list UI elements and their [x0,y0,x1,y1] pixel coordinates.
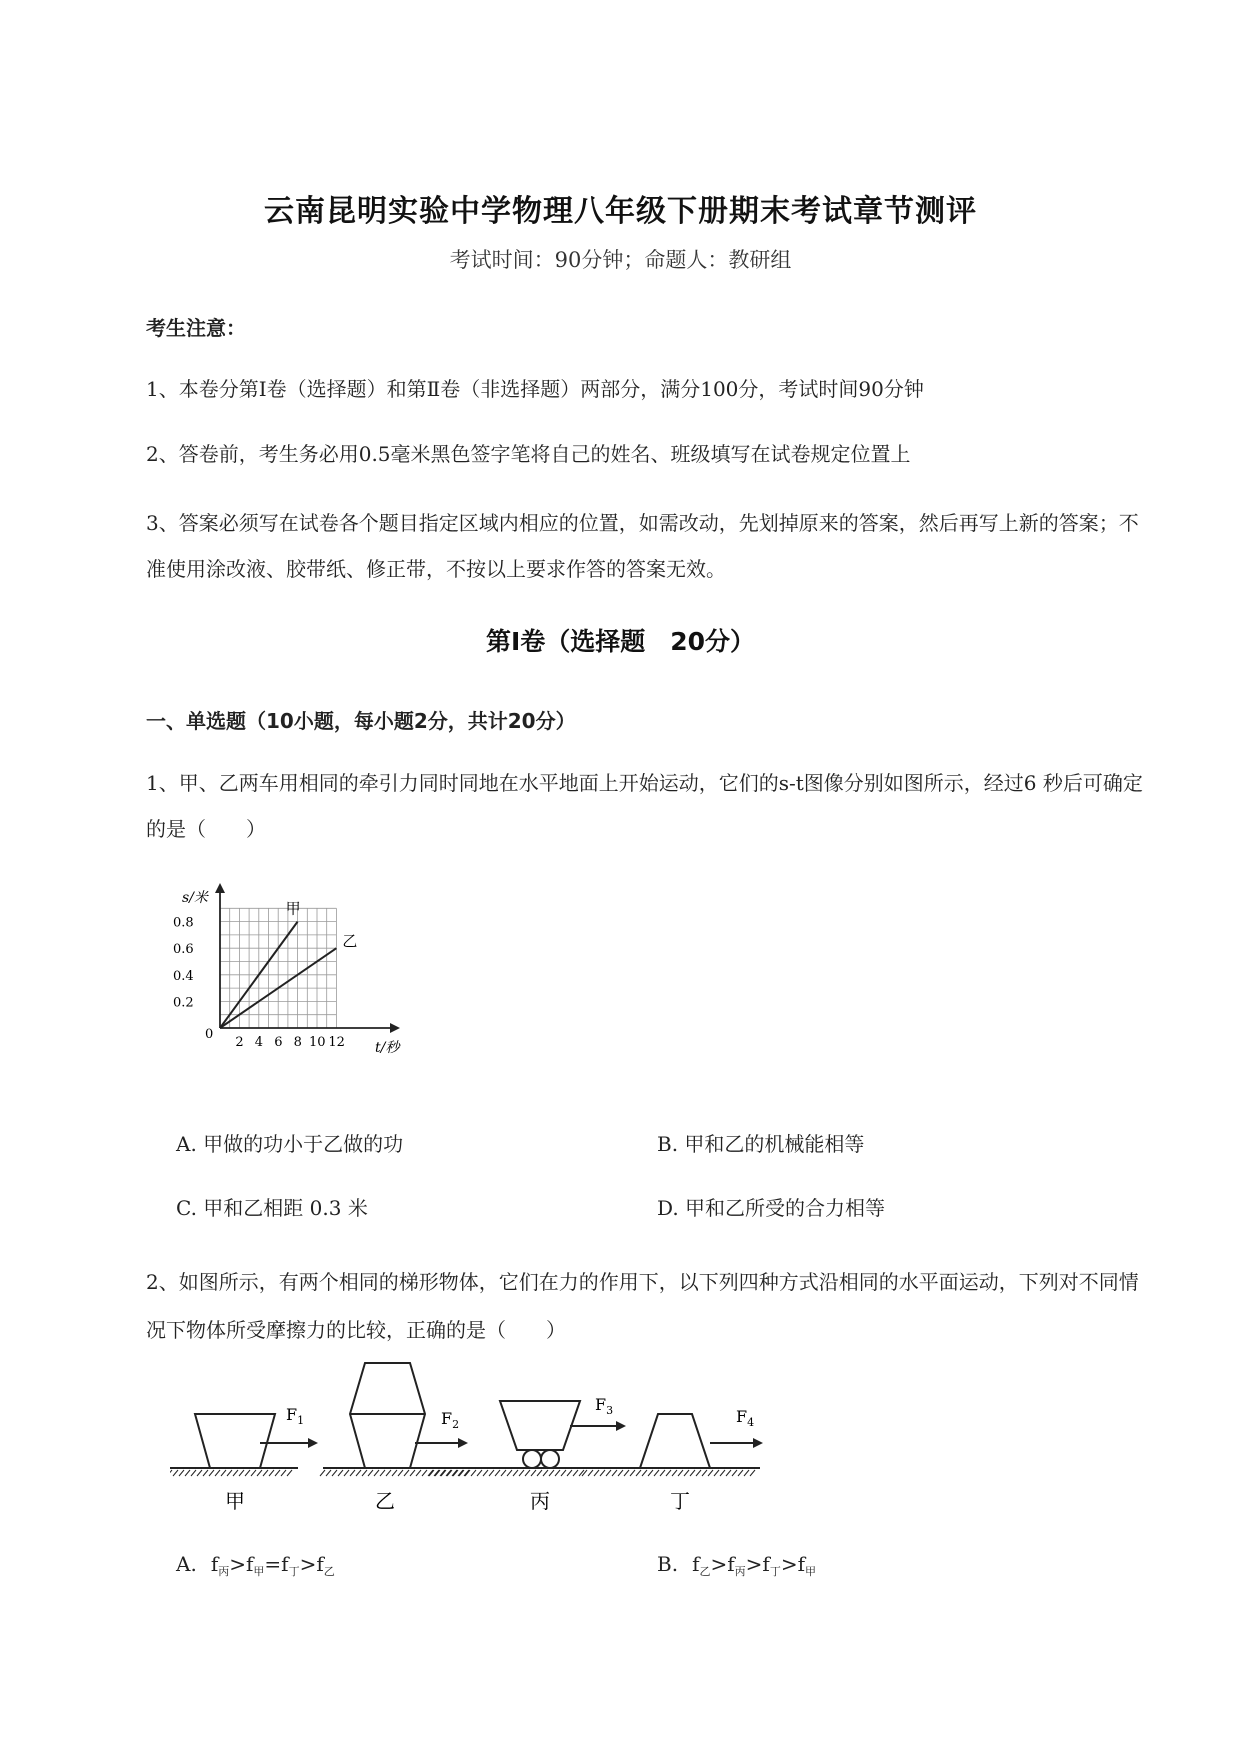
ground-hatch [435,1470,440,1476]
q2-option-b[interactable] [657,1552,816,1579]
y-tick-label: 0.6 [173,942,194,958]
ground-hatch [630,1470,635,1476]
ground-hatch [281,1470,286,1476]
roller-1 [523,1450,541,1468]
ground-hatch [173,1470,178,1476]
q1-option-b[interactable]: B. 甲和乙的机械能相等 [657,1132,865,1156]
ground-hatch [386,1470,391,1476]
ground-hatch [446,1470,451,1476]
ground-hatch [179,1470,184,1476]
notice-item-3: 3、答案必须写在试卷各个题目指定区域内相应的位置，如需改动，先划掉原来的答案，然后再写上新的答案；不准使用涂改液、胶带纸、修正带，不按以上要求作答的答案无效。 [146,511,1139,581]
ground-hatch [380,1470,385,1476]
ground-hatch [453,1470,458,1476]
ground-hatch [233,1470,238,1476]
ground-hatch [612,1470,617,1476]
subscript: 乙 [323,1565,335,1578]
subscript: 丁 [288,1565,300,1578]
q2-friction-figure [170,1358,770,1518]
ground-hatch [537,1470,542,1476]
ground-hatch [429,1470,434,1476]
ground-hatch [477,1470,482,1476]
subscript: 丙 [734,1565,746,1578]
x-axis-arrow [390,1023,400,1033]
ground-hatch [594,1470,599,1476]
question-1-stem: 1、甲、乙两车用相同的牵引力同时同地在水平地面上开始运动，它们的s-t图像分别如图所示，经过6 秒后可确定的是（ ） [146,771,1143,841]
ground-hatch [275,1470,280,1476]
ground-hatch [561,1470,566,1476]
ground-hatch [287,1470,292,1476]
q2-option-b-letter: B. [657,1552,679,1576]
subscript: 甲 [804,1565,816,1578]
ground-hatch [239,1470,244,1476]
ground-hatch [209,1470,214,1476]
ground-hatch [618,1470,623,1476]
ground-hatch [227,1470,232,1476]
notice-item-1: 1、本卷分第I卷（选择题）和第Ⅱ卷（非选择题）两部分，满分100分，考试时间90分钟 [146,377,924,401]
ground-hatch [588,1470,593,1476]
subscript: 丁 [769,1565,781,1578]
ground-hatch [708,1470,713,1476]
ground-hatch [215,1470,220,1476]
ground-hatch [197,1470,202,1476]
q2-option-a-letter: A. [176,1552,197,1576]
y-tick-labels [173,916,194,1011]
figure-label-ding: 丁 [670,1489,690,1513]
series-label-甲: 甲 [285,899,301,918]
ground-hatch [507,1470,512,1476]
ground-hatch [203,1470,208,1476]
ground-hatch [410,1470,415,1476]
ground-hatch [690,1470,695,1476]
ground-hatch [428,1470,433,1476]
ground-hatch [513,1470,518,1476]
ground-hatch [549,1470,554,1476]
y-axis-label: s/米 [182,890,208,906]
ground-hatch [483,1470,488,1476]
ground-hatch [720,1470,725,1476]
relation: >f [780,1552,805,1576]
ground-hatch [666,1470,671,1476]
ground-hatch [750,1470,755,1476]
q1-st-graph [170,880,420,1060]
ground-hatch [648,1470,653,1476]
force-label-2: $F_2$ [441,1409,460,1431]
ground-hatch [624,1470,629,1476]
f-symbol: f [692,1552,700,1576]
ground-hatch [398,1470,403,1476]
ground-hatch [185,1470,190,1476]
x-axis-label: t/秒 [375,1040,400,1056]
x-tick-label: 10 [309,1035,326,1050]
roller-2 [541,1450,559,1468]
x-tick-label: 12 [328,1035,345,1050]
ground-hatch [606,1470,611,1476]
ground-hatch [191,1470,196,1476]
object-jia [195,1414,275,1468]
relation: =f [264,1552,289,1576]
subscript: 甲 [253,1565,265,1578]
subscript: 丙 [218,1565,230,1578]
ground-hatch [320,1470,325,1476]
force-label-4: $F_4$ [736,1407,755,1429]
exam-info: 考试时间：90分钟；命题人：教研组 [449,248,792,272]
object-bing [500,1401,580,1450]
ground-hatch [452,1470,457,1476]
ground-hatch [501,1470,506,1476]
notice-heading: 考生注意： [146,316,246,340]
relation: >f [299,1552,324,1576]
ground-hatch [458,1470,463,1476]
ground-hatch [464,1470,469,1476]
q1-option-c[interactable]: C. 甲和乙相距 0.3 米 [176,1196,368,1220]
x-tick-labels [235,1035,345,1050]
question-2-stem: 2、如图所示，有两个相同的梯形物体，它们在力的作用下，以下列四种方式沿相同的水平面运动，下列对不同情况下物体所受摩擦力的比较，正确的是（ ） [146,1270,1139,1342]
ground-hatch [326,1470,331,1476]
q1-option-a[interactable]: A. 甲做的功小于乙做的功 [176,1132,404,1156]
ground-hatch [251,1470,256,1476]
ground-hatch [257,1470,262,1476]
series-label-乙: 乙 [342,932,358,951]
ground-hatch [678,1470,683,1476]
ground-hatch [660,1470,665,1476]
ground-hatch [441,1470,446,1476]
ground-hatch [636,1470,641,1476]
ground-hatch [269,1470,274,1476]
ground-hatch [440,1470,445,1476]
ground-hatch [368,1470,373,1476]
ground-hatch [567,1470,572,1476]
part-heading: 一、单选题（10小题，每小题2分，共计20分） [146,709,576,733]
ground-hatch [362,1470,367,1476]
notice-item-2: 2、答卷前，考生务必用0.5毫米黑色签字笔将自己的姓名、班级填写在试卷规定位置上 [146,442,911,466]
origin-label: 0 [205,1027,214,1042]
x-tick-label: 8 [293,1035,302,1050]
ground-hatch [447,1470,452,1476]
ground-hatch [465,1470,470,1476]
x-tick-label: 4 [254,1035,264,1050]
x-tick-label: 6 [274,1035,283,1050]
ground-hatch [245,1470,250,1476]
object-ding [640,1414,710,1468]
ground-hatch [263,1470,268,1476]
relation: >f [229,1552,254,1576]
ground-hatch [344,1470,349,1476]
force-label-1: $F_1$ [286,1405,305,1427]
object-yi [350,1363,425,1468]
ground-hatch [495,1470,500,1476]
ground-hatch [732,1470,737,1476]
page-title: 云南昆明实验中学物理八年级下册期末考试章节测评 [264,194,977,229]
q1-option-d[interactable]: D. 甲和乙所受的合力相等 [657,1196,886,1220]
ground-hatch [422,1470,427,1476]
q2-option-a[interactable] [176,1552,335,1579]
ground-hatch [350,1470,355,1476]
ground-hatch [573,1470,578,1476]
ground-hatch [642,1470,647,1476]
ground-hatch [525,1470,530,1476]
ground-hatch [684,1470,689,1476]
figure-label-yi: 乙 [375,1489,395,1513]
ground-hatch [434,1470,439,1476]
figure-label-bing: 丙 [530,1489,550,1513]
relation: >f [745,1552,770,1576]
relation: >f [710,1552,735,1576]
ground-hatch [738,1470,743,1476]
section-title: 第I卷（选择题 20分） [485,627,756,656]
ground-hatch [714,1470,719,1476]
force-label-3: $F_3$ [595,1395,614,1417]
ground-hatch [531,1470,536,1476]
x-tick-label: 2 [235,1035,244,1050]
figure-label-jia: 甲 [225,1489,245,1513]
ground-hatch [519,1470,524,1476]
ground-hatch [416,1470,421,1476]
ground-hatch [356,1470,361,1476]
ground-hatch [543,1470,548,1476]
ground-hatch [702,1470,707,1476]
y-tick-label: 0.2 [173,995,194,1011]
ground-hatch [392,1470,397,1476]
graph-grid [220,908,336,1028]
ground-surfaces [170,1468,760,1476]
ground-hatch [459,1470,464,1476]
ground-hatch [600,1470,605,1476]
f-symbol: f [210,1552,219,1576]
subscript: 乙 [699,1565,711,1578]
ground-hatch [404,1470,409,1476]
ground-hatch [471,1470,476,1476]
ground-hatch [221,1470,226,1476]
ground-hatch [170,1470,172,1476]
y-tick-label: 0.4 [173,968,194,984]
ground-hatch [744,1470,749,1476]
ground-hatch [338,1470,343,1476]
ground-hatch [374,1470,379,1476]
ground-hatch [726,1470,731,1476]
ground-hatch [332,1470,337,1476]
y-tick-label: 0.8 [173,915,194,931]
ground-hatch [555,1470,560,1476]
ground-hatch [489,1470,494,1476]
ground-hatch [696,1470,701,1476]
y-axis-arrow [215,883,225,893]
ground-hatch [654,1470,659,1476]
ground-hatch [672,1470,677,1476]
